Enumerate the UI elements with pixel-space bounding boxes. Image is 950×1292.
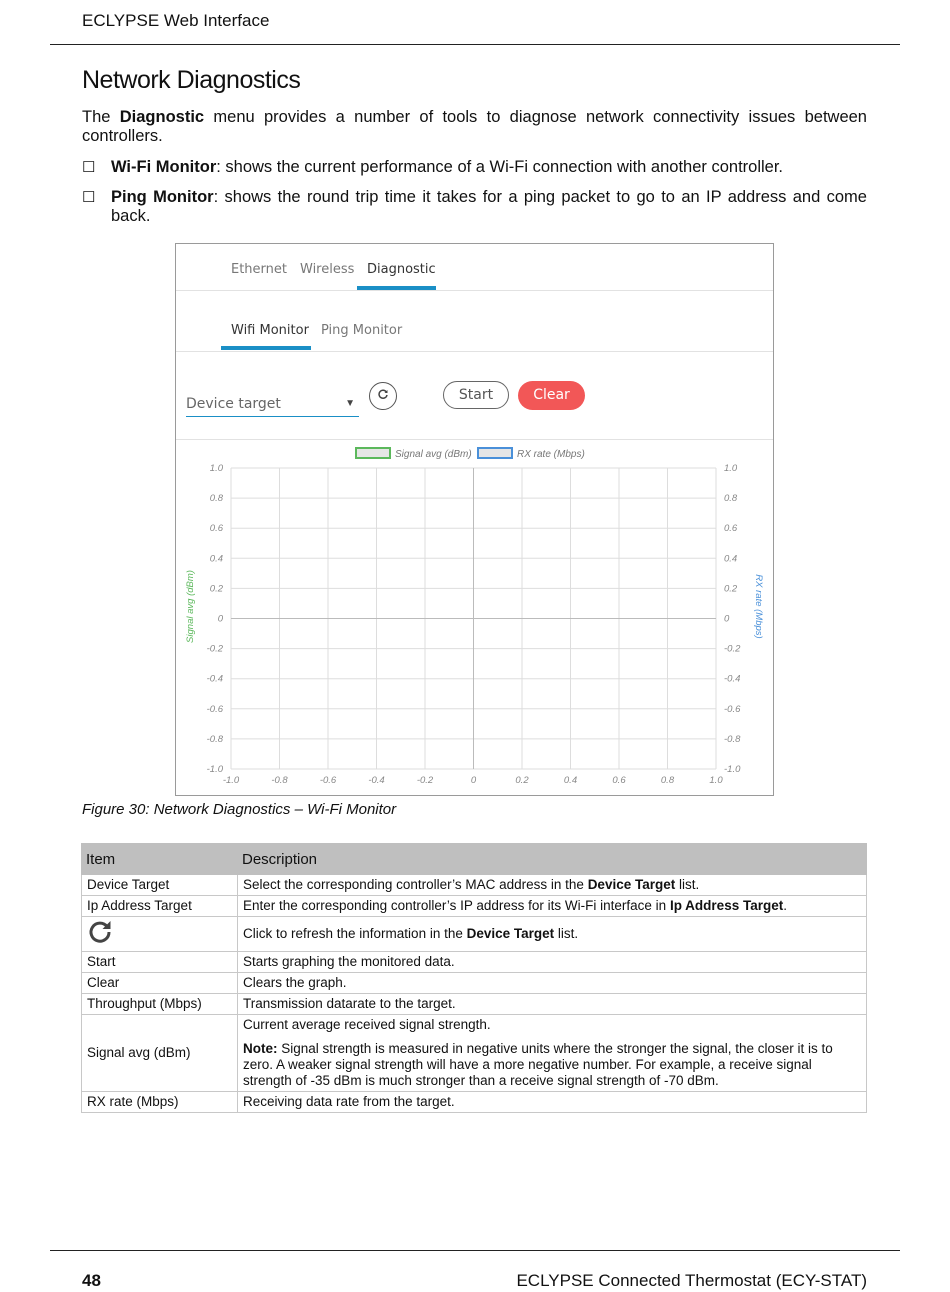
y-tick-label: 0 (217, 613, 223, 625)
y-tick-label: 0.8 (209, 493, 223, 505)
dropdown-arrow-icon: ▼ (345, 398, 355, 409)
refresh-button[interactable] (369, 382, 397, 410)
y-tick-label: -0.8 (206, 733, 223, 745)
table-cell-description: Enter the corresponding controller’s IP address for its Wi-Fi interface in Ip Address Target. (238, 896, 867, 917)
subtabs-separator (176, 351, 773, 352)
signal-desc-text: Current average received signal strength. (243, 1017, 491, 1032)
y2-tick-label: 1.0 (724, 463, 738, 474)
subtab-ping-monitor[interactable]: Ping Monitor (321, 323, 403, 338)
table-header-item: Item (82, 844, 238, 875)
table-row (82, 1092, 867, 1113)
table-cell-description: Click to refresh the information in the Device Target list. (238, 917, 867, 952)
subtab-wifi-monitor[interactable]: Wifi Monitor (231, 323, 309, 338)
tabs-separator (176, 290, 773, 291)
legend-swatch (356, 448, 390, 458)
x-tick-label: -0.6 (319, 775, 337, 786)
table-cell-description (238, 1015, 867, 1092)
table-cell-item: Ip Address Target (82, 896, 238, 917)
checkbox-bullet-icon: ☐ (82, 189, 96, 206)
y2-tick-label: 0.6 (724, 523, 738, 535)
legend-label: Signal avg (dBm) (395, 449, 472, 460)
y2-tick-label: -0.2 (724, 643, 741, 655)
y-tick-label: 0.6 (209, 523, 223, 535)
y2-axis-label: RX rate (Mbps) (753, 574, 764, 639)
y-axis-label: Signal avg (dBm) (185, 570, 196, 643)
y2-tick-label: 0 (724, 613, 730, 625)
section-title: Network Diagnostics (82, 66, 301, 94)
y2-tick-label: 0.8 (724, 493, 738, 505)
x-tick-label: 0.2 (515, 775, 529, 786)
signal-note-text: Note: Signal strength is measured in negative units where the stronger the signal, the closer it is to zero. A weaker signal strength will have a more negative number. For example, a receive signal strength of -35 dBm is much stronger than a receive signal strength of -70 dBm. (243, 1041, 833, 1088)
x-tick-label: 0.6 (612, 775, 626, 786)
device-target-placeholder: Device target (186, 396, 281, 412)
footer-document-name: ECLYPSE Connected Thermostat (ECY-STAT) (516, 1271, 867, 1290)
table-cell-item: Signal avg (dBm) (82, 1015, 238, 1092)
table-cell-item: RX rate (Mbps) (82, 1092, 238, 1113)
y-tick-label: 1.0 (209, 463, 223, 474)
table-row (82, 994, 867, 1015)
footer-rule (50, 1250, 900, 1251)
figure-caption: Figure 30: Network Diagnostics – Wi-Fi Monitor (82, 801, 397, 818)
header-rule (50, 44, 900, 45)
table-header-row (82, 844, 867, 875)
table-cell-description: Transmission datarate to the target. (238, 994, 867, 1015)
table-row (82, 1015, 867, 1092)
table-cell-description: Clears the graph. (238, 973, 867, 994)
y-tick-label: 0.2 (209, 583, 223, 595)
wifi-monitor-chart (176, 442, 773, 795)
y-tick-label: -0.6 (206, 703, 223, 715)
y-tick-label: -1.0 (206, 764, 223, 775)
y-tick-label: 0.4 (209, 553, 223, 565)
table-row (82, 917, 867, 952)
tab-wireless[interactable]: Wireless (300, 262, 355, 277)
table-cell-description: Receiving data rate from the target. (238, 1092, 867, 1113)
tab-diagnostic[interactable]: Diagnostic (367, 262, 436, 277)
document-header: ECLYPSE Web Interface (82, 11, 270, 30)
start-button[interactable]: Start (443, 381, 509, 409)
items-table (81, 843, 867, 1113)
table-cell-item: Start (82, 952, 238, 973)
table-row (82, 875, 867, 896)
x-tick-label: 0.8 (660, 775, 675, 786)
x-tick-label: 0 (470, 775, 477, 786)
refresh-icon (377, 389, 389, 401)
table-cell-description: Select the corresponding controller’s MAC address in the Device Target list. (238, 875, 867, 896)
y2-tick-label: 0.4 (724, 553, 738, 565)
table-cell-item: Clear (82, 973, 238, 994)
x-tick-label: -0.4 (368, 775, 385, 786)
table-cell-item: Device Target (82, 875, 238, 896)
table-cell-item: Throughput (Mbps) (82, 994, 238, 1015)
table-row (82, 896, 867, 917)
table-row (82, 952, 867, 973)
checkbox-bullet-icon: ☐ (82, 159, 96, 176)
table-cell-item (82, 917, 238, 952)
page-number: 48 (82, 1271, 101, 1290)
legend-label: RX rate (Mbps) (517, 449, 585, 460)
device-target-select[interactable] (186, 392, 359, 417)
wifi-monitor-screenshot (175, 243, 774, 796)
y2-tick-label: -0.6 (724, 703, 741, 715)
refresh-icon (87, 919, 113, 945)
table-cell-description: Starts graphing the monitored data. (238, 952, 867, 973)
y2-tick-label: -1.0 (724, 764, 741, 775)
x-tick-label: -0.2 (416, 775, 434, 786)
x-tick-label: 0.4 (563, 775, 578, 786)
y-tick-label: -0.2 (206, 643, 223, 655)
table-header-description: Description (238, 844, 867, 875)
subtab-wifi-underline (221, 346, 311, 350)
x-tick-label: 1.0 (709, 775, 723, 786)
clear-button[interactable]: Clear (518, 381, 585, 410)
tab-ethernet[interactable]: Ethernet (231, 262, 287, 277)
legend-swatch (478, 448, 512, 458)
x-tick-label: -1.0 (222, 775, 240, 786)
x-tick-label: -0.8 (271, 775, 288, 786)
y2-tick-label: -0.8 (724, 733, 741, 745)
y-tick-label: -0.4 (206, 673, 223, 685)
table-row (82, 973, 867, 994)
y2-tick-label: -0.4 (724, 673, 741, 685)
y2-tick-label: 0.2 (724, 583, 738, 595)
controls-separator (176, 439, 773, 440)
intro-paragraph: The Diagnostic menu provides a number of tools to diagnose network connectivity issues between controllers. (82, 108, 867, 145)
